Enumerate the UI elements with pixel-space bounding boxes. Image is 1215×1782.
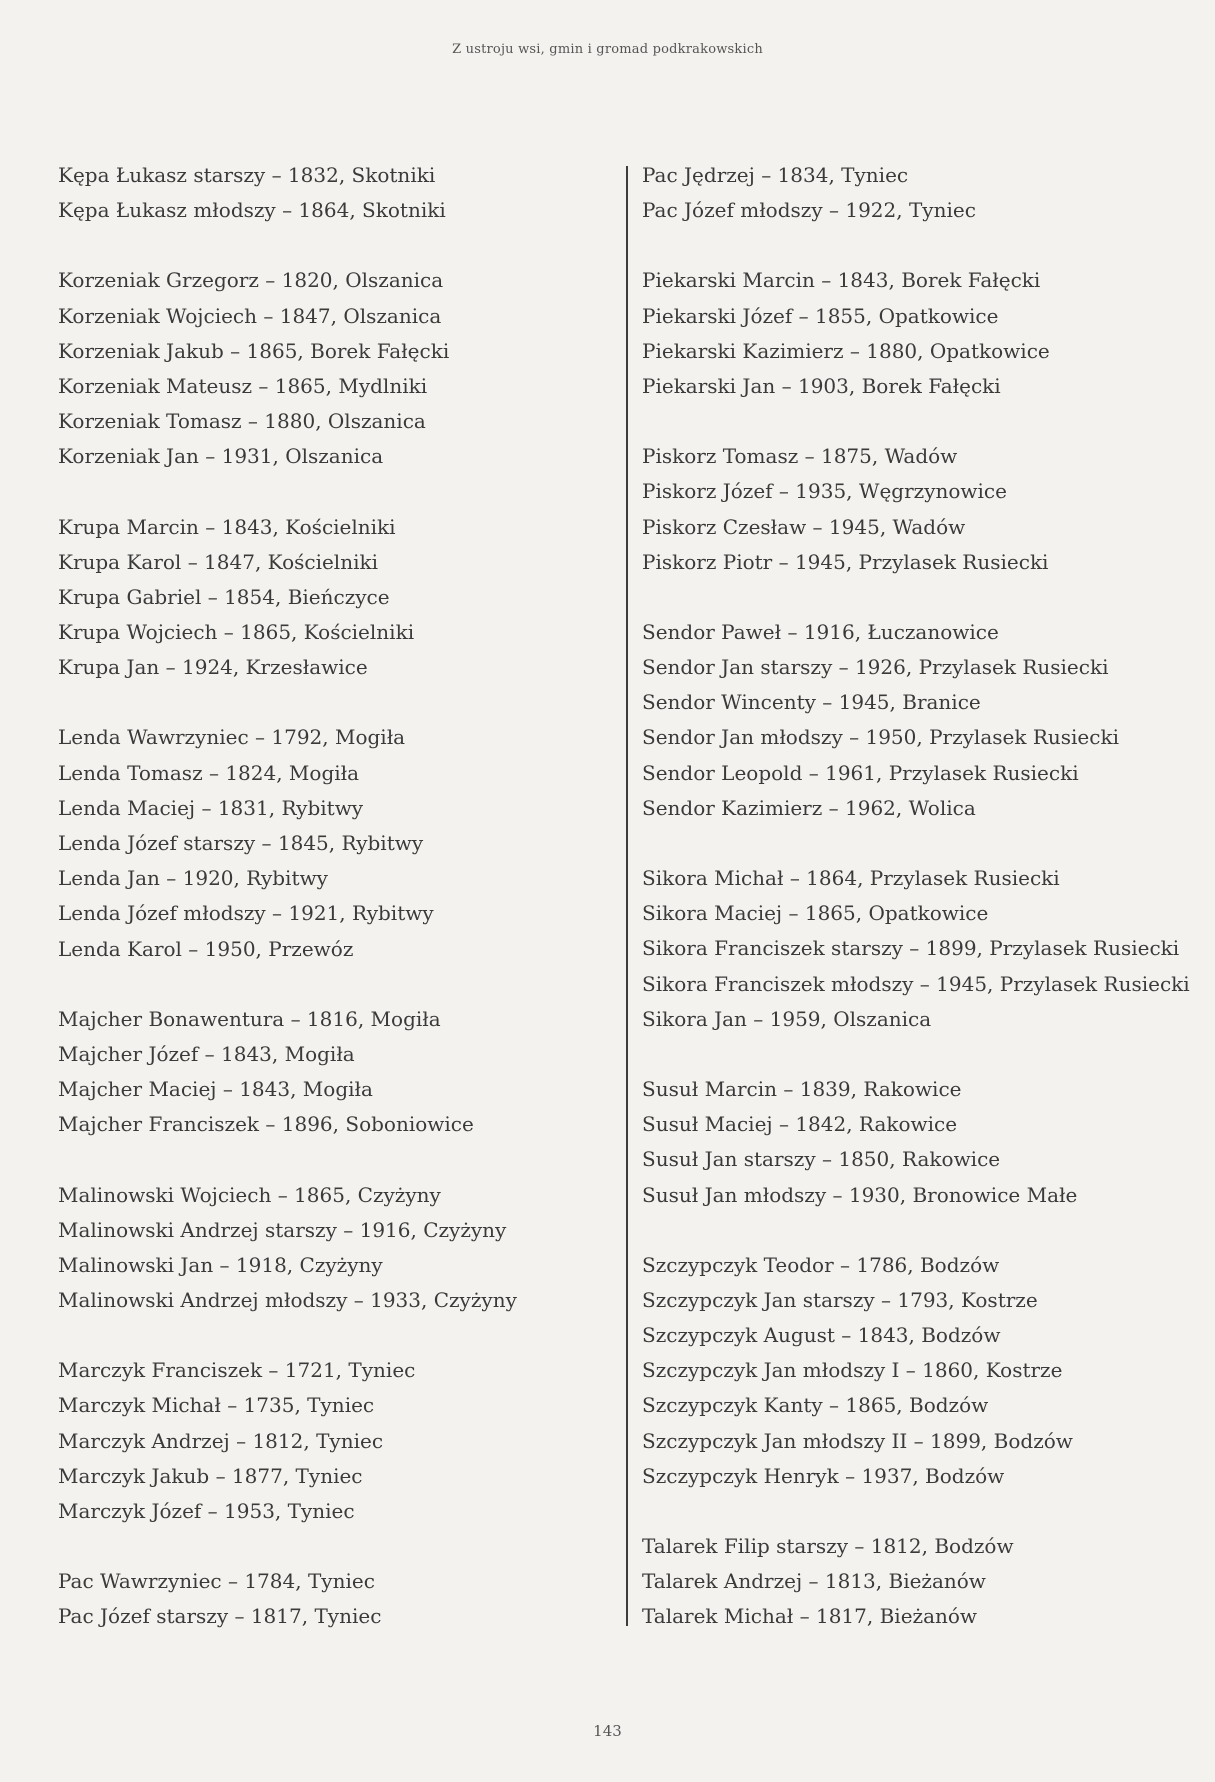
name-group (642, 263, 1202, 404)
name-group (58, 1353, 618, 1529)
list-item: Majcher Franciszek – 1896, Soboniowice (58, 1112, 474, 1137)
list-item: Majcher Bonawentura – 1816, Mogiła (58, 1006, 441, 1031)
list-item: Korzeniak Tomasz – 1880, Olszanica (58, 409, 426, 434)
list-item: Malinowski Andrzej młodszy – 1933, Czyżyny (58, 1288, 517, 1313)
name-group (642, 439, 1202, 580)
list-item: Sikora Michał – 1864, Przylasek Rusiecki (642, 866, 1060, 890)
list-item: Sendor Jan młodszy – 1950, Przylasek Rusiecki (642, 725, 1119, 750)
list-item: Susuł Jan młodszy – 1930, Bronowice Małe (642, 1182, 1078, 1207)
list-item: Piekarski Józef – 1855, Opatkowice (642, 303, 999, 328)
list-item: Lenda Józef młodszy – 1921, Rybitwy (58, 901, 434, 926)
list-item: Szczypczyk Jan starszy – 1793, Kostrze (642, 1287, 1038, 1312)
list-item: Sikora Jan – 1959, Olszanica (642, 1006, 932, 1031)
page-number: 143 (593, 1722, 622, 1740)
list-item: Sikora Franciszek młodszy – 1945, Przylasek Rusiecki (642, 971, 1190, 996)
list-item: Korzeniak Wojciech – 1847, Olszanica (58, 303, 442, 328)
name-group (58, 263, 618, 474)
list-item: Lenda Józef starszy – 1845, Rybitwy (58, 831, 424, 855)
list-item: Lenda Maciej – 1831, Rybitwy (58, 795, 364, 820)
list-item: Korzeniak Jan – 1931, Olszanica (58, 444, 384, 469)
list-item: Pac Józef starszy – 1817, Tyniec (58, 1604, 382, 1629)
name-group (58, 158, 618, 228)
list-item: Szczypczyk August – 1843, Bodzów (642, 1323, 1001, 1348)
list-item: Szczypczyk Jan młodszy I – 1860, Kostrze (642, 1358, 1063, 1383)
name-group (642, 615, 1202, 826)
list-item: Susuł Marcin – 1839, Rakowice (642, 1076, 962, 1101)
list-item: Korzeniak Jakub – 1865, Borek Fałęcki (58, 338, 450, 363)
column-divider (626, 166, 628, 1626)
list-item: Malinowski Wojciech – 1865, Czyżyny (58, 1182, 441, 1207)
name-group (642, 1529, 1202, 1635)
list-item: Sikora Franciszek starszy – 1899, Przylasek Rusiecki (642, 936, 1180, 961)
name-group (642, 861, 1202, 1037)
list-item: Piskorz Tomasz – 1875, Wadów (642, 444, 958, 469)
list-item: Marczyk Franciszek – 1721, Tyniec (58, 1358, 416, 1383)
list-item: Malinowski Andrzej starszy – 1916, Czyżyny (58, 1217, 507, 1242)
list-item: Marczyk Jakub – 1877, Tyniec (58, 1463, 363, 1488)
list-item: Lenda Jan – 1920, Rybitwy (58, 866, 328, 891)
list-item: Marczyk Michał – 1735, Tyniec (58, 1393, 375, 1418)
list-item: Piskorz Czesław – 1945, Wadów (642, 514, 966, 539)
list-item: Lenda Tomasz – 1824, Mogiła (58, 760, 360, 785)
list-item: Pac Józef młodszy – 1922, Tyniec (642, 198, 976, 223)
list-item: Szczypczyk Teodor – 1786, Bodzów (642, 1252, 1000, 1277)
list-item: Piekarski Kazimierz – 1880, Opatkowice (642, 338, 1050, 363)
list-item: Talarek Michał – 1817, Bieżanów (642, 1604, 978, 1629)
list-item: Susuł Maciej – 1842, Rakowice (642, 1112, 958, 1137)
running-header: Z ustroju wsi, gmin i gromad podkrakowskich (452, 42, 763, 57)
name-group (642, 1072, 1202, 1213)
list-item: Korzeniak Grzegorz – 1820, Olszanica (58, 268, 444, 293)
list-item: Marczyk Andrzej – 1812, Tyniec (58, 1428, 384, 1453)
list-item: Sendor Leopold – 1961, Przylasek Rusiecki (642, 760, 1079, 785)
list-item: Majcher Józef – 1843, Mogiła (58, 1041, 355, 1066)
list-item: Krupa Jan – 1924, Krzesławice (58, 655, 368, 680)
list-item: Piskorz Józef – 1935, Węgrzynowice (642, 479, 1007, 504)
list-item: Krupa Marcin – 1843, Kościelniki (58, 514, 396, 539)
list-item: Krupa Karol – 1847, Kościelniki (58, 549, 378, 574)
list-item: Sikora Maciej – 1865, Opatkowice (642, 901, 989, 926)
list-item: Szczypczyk Jan młodszy II – 1899, Bodzów (642, 1428, 1073, 1453)
list-item: Lenda Wawrzyniec – 1792, Mogiła (58, 725, 406, 750)
list-item: Pac Jędrzej – 1834, Tyniec (642, 163, 909, 187)
list-item: Piekarski Marcin – 1843, Borek Fałęcki (642, 268, 1041, 293)
name-group (58, 720, 618, 966)
name-group (58, 510, 618, 686)
list-item: Piskorz Piotr – 1945, Przylasek Rusiecki (642, 549, 1049, 574)
list-item: Pac Wawrzyniec – 1784, Tyniec (58, 1569, 375, 1594)
list-item: Szczypczyk Henryk – 1937, Bodzów (642, 1463, 1005, 1488)
list-item: Majcher Maciej – 1843, Mogiła (58, 1077, 373, 1102)
name-group (58, 1002, 618, 1143)
name-group (58, 1564, 618, 1634)
list-item: Kępa Łukasz młodszy – 1864, Skotniki (58, 198, 446, 223)
list-item: Talarek Andrzej – 1813, Bieżanów (642, 1569, 986, 1594)
list-item: Sendor Wincenty – 1945, Branice (642, 690, 981, 715)
name-group (642, 1248, 1202, 1494)
list-item: Sendor Kazimierz – 1962, Wolica (642, 795, 976, 820)
right-column (642, 158, 1202, 1635)
list-item: Susuł Jan starszy – 1850, Rakowice (642, 1147, 1001, 1172)
name-group (642, 158, 1202, 228)
list-item: Sendor Jan starszy – 1926, Przylasek Rusiecki (642, 655, 1109, 680)
list-item: Sendor Paweł – 1916, Łuczanowice (642, 619, 999, 644)
list-item: Szczypczyk Kanty – 1865, Bodzów (642, 1393, 989, 1418)
name-group (58, 1178, 618, 1319)
left-column (58, 158, 618, 1635)
list-item: Korzeniak Mateusz – 1865, Mydlniki (58, 373, 428, 398)
list-item: Marczyk Józef – 1953, Tyniec (58, 1499, 355, 1523)
list-item: Piekarski Jan – 1903, Borek Fałęcki (642, 373, 1001, 398)
list-item: Malinowski Jan – 1918, Czyżyny (58, 1252, 383, 1277)
list-item: Krupa Wojciech – 1865, Kościelniki (58, 620, 415, 645)
list-item: Krupa Gabriel – 1854, Bieńczyce (58, 584, 390, 609)
list-item: Talarek Filip starszy – 1812, Bodzów (642, 1534, 1014, 1558)
list-item: Lenda Karol – 1950, Przewóz (58, 936, 354, 961)
list-item: Kępa Łukasz starszy – 1832, Skotniki (58, 163, 436, 187)
